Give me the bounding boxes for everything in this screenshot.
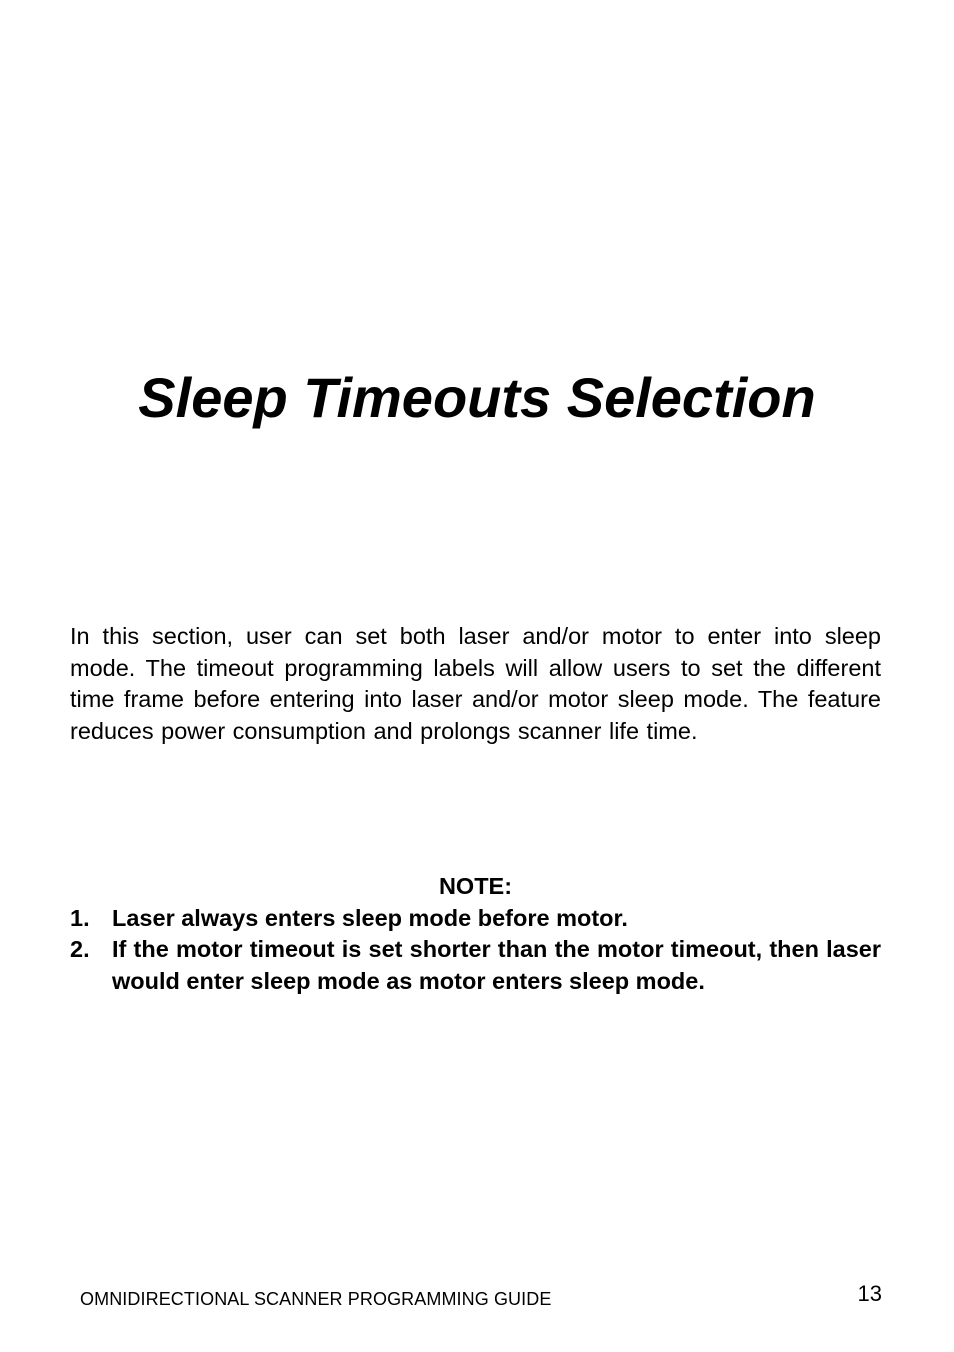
page-title: Sleep Timeouts Selection xyxy=(138,366,816,429)
note-heading: NOTE: xyxy=(438,873,513,899)
page-number: 13 xyxy=(857,1281,882,1306)
note-item-number: 2. xyxy=(70,936,90,962)
note-item-number: 1. xyxy=(70,904,90,931)
note-item xyxy=(70,903,881,935)
note-list xyxy=(70,903,881,998)
note-item-text: Laser always enters sleep mode before motor. xyxy=(112,904,628,931)
note-block xyxy=(70,871,881,997)
footer-guide-title: OMNIDIRECTIONAL SCANNER PROGRAMMING GUIDE xyxy=(80,1289,552,1309)
note-item xyxy=(70,934,881,997)
intro-paragraph: In this section, user can set both laser and/or motor to enter into sleep mode. The timeout programming labels will allow users to set the different time frame before entering into laser and/or motor sleep mode. The feature reduces power consumption and prolongs scanner life time. xyxy=(70,623,881,744)
note-item-text: If the motor timeout is set shorter than the motor timeout, then laser would enter sleep mode as motor enters sleep mode. xyxy=(112,936,881,994)
